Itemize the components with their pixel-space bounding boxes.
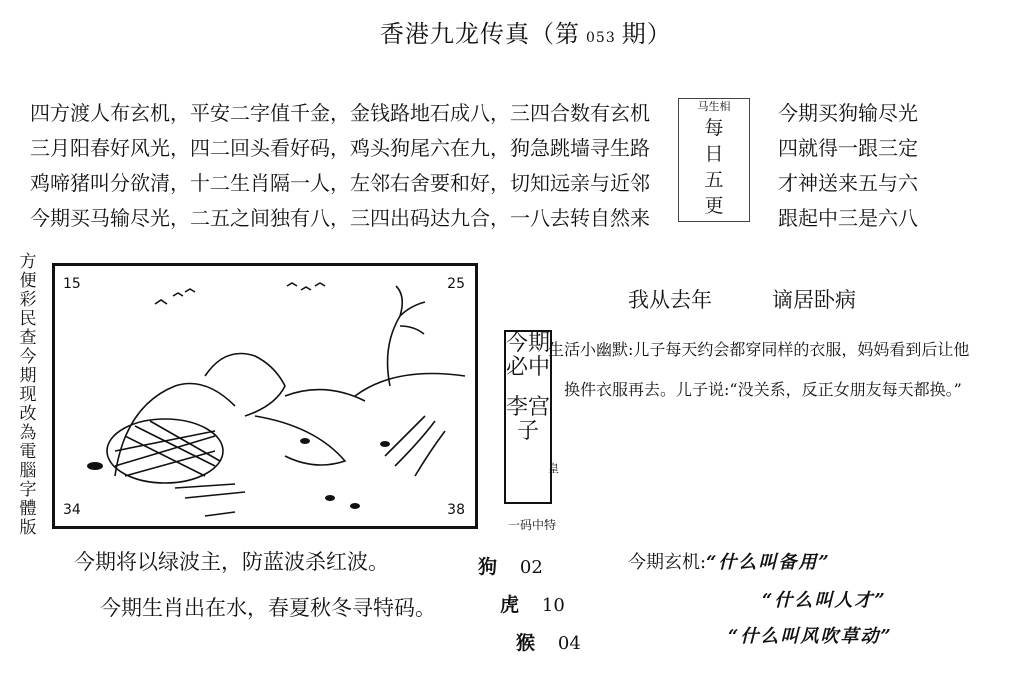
tip-line-1: 今期将以绿波主，防蓝波杀红波。 <box>74 550 389 574</box>
daily-box-char: 日 <box>704 143 724 165</box>
side-small-text: 皇 <box>548 462 559 475</box>
illustration <box>55 266 475 526</box>
zodiac-row <box>516 628 581 655</box>
daily-box <box>678 98 750 222</box>
must-win-box <box>504 330 552 504</box>
poem-line: 四方渡人布玄机，平安二字值千金，金钱路地石成八，三四合数有玄机 <box>30 101 650 125</box>
xuanji-q2: “什么叫人才” <box>762 590 887 611</box>
right-poem-line: 四就得一跟三定 <box>778 136 918 160</box>
headline-left: 我从去年 <box>628 288 712 312</box>
poem-line: 鸡啼猪叫分欲清，十二生肖隔一人，左邻右舍要和好，切知远亲与近邻 <box>30 171 650 195</box>
xuanji-block <box>628 548 831 574</box>
zodiac-row <box>500 590 565 617</box>
tip-line-2: 今期生肖出在水，春夏秋冬寻特码。 <box>100 596 436 620</box>
daily-box-char: 更 <box>704 195 724 217</box>
zodiac-row <box>478 552 543 579</box>
title-prefix: 香港九龙传真（第 <box>380 20 580 48</box>
xuanji-label: 今期玄机: <box>628 552 707 573</box>
one-code-text: 一码中特 <box>508 518 557 532</box>
page-title <box>380 14 672 49</box>
illustration-frame <box>52 263 478 529</box>
joke-line2: 换件衣服再去。儿子说:“没关系，反正女朋友每天都换。” <box>564 380 962 399</box>
corner-number-tl: 15 <box>63 276 81 292</box>
right-poem-line: 跟起中三是六八 <box>778 206 918 230</box>
main-poem <box>30 96 650 236</box>
poem-line: 今期买马输尽光，二五之间独有八，三四出码达九合，一八去转自然来 <box>30 206 650 230</box>
left-vertical-note: 方便彩民查今期现改為電腦字體版 <box>19 252 37 538</box>
poem-line: 三月阳春好风光，四二回头看好码，鸡头狗尾六在九，狗急跳墙寻生路 <box>30 136 650 160</box>
right-poem-line: 今期买狗输尽光 <box>778 101 918 125</box>
xuanji-q3: “什么叫风吹草动” <box>728 626 893 647</box>
headline <box>628 284 916 314</box>
corner-number-bl: 34 <box>63 502 81 518</box>
xuanji-q1: “什么叫备用” <box>706 552 831 573</box>
zodiac-number: 10 <box>541 595 565 616</box>
right-poem <box>778 96 918 236</box>
daily-box-char: 五 <box>704 169 724 191</box>
right-poem-line: 才神送来五与六 <box>778 171 918 195</box>
daily-box-char: 每 <box>704 117 724 139</box>
joke-line1: 生活小幽默:儿子每天约会都穿同样的衣服，妈妈看到后让他 <box>548 340 970 359</box>
zodiac-animal: 猴 <box>516 632 536 654</box>
corner-number-br: 38 <box>447 502 465 518</box>
issue-number: 053 <box>586 30 616 46</box>
joke-text <box>548 330 1018 410</box>
title-suffix: 期） <box>621 20 672 48</box>
must-win-line2: 李宫子 <box>506 395 551 444</box>
zodiac-animal: 狗 <box>478 556 498 578</box>
daily-box-small: 马生相 <box>697 100 731 113</box>
must-win-line1: 今期必中 <box>506 331 551 380</box>
zodiac-animal: 虎 <box>500 594 520 616</box>
zodiac-number: 02 <box>519 557 543 578</box>
headline-right: 谪居卧病 <box>772 288 856 312</box>
corner-number-tr: 25 <box>447 276 465 292</box>
zodiac-number: 04 <box>557 633 581 654</box>
